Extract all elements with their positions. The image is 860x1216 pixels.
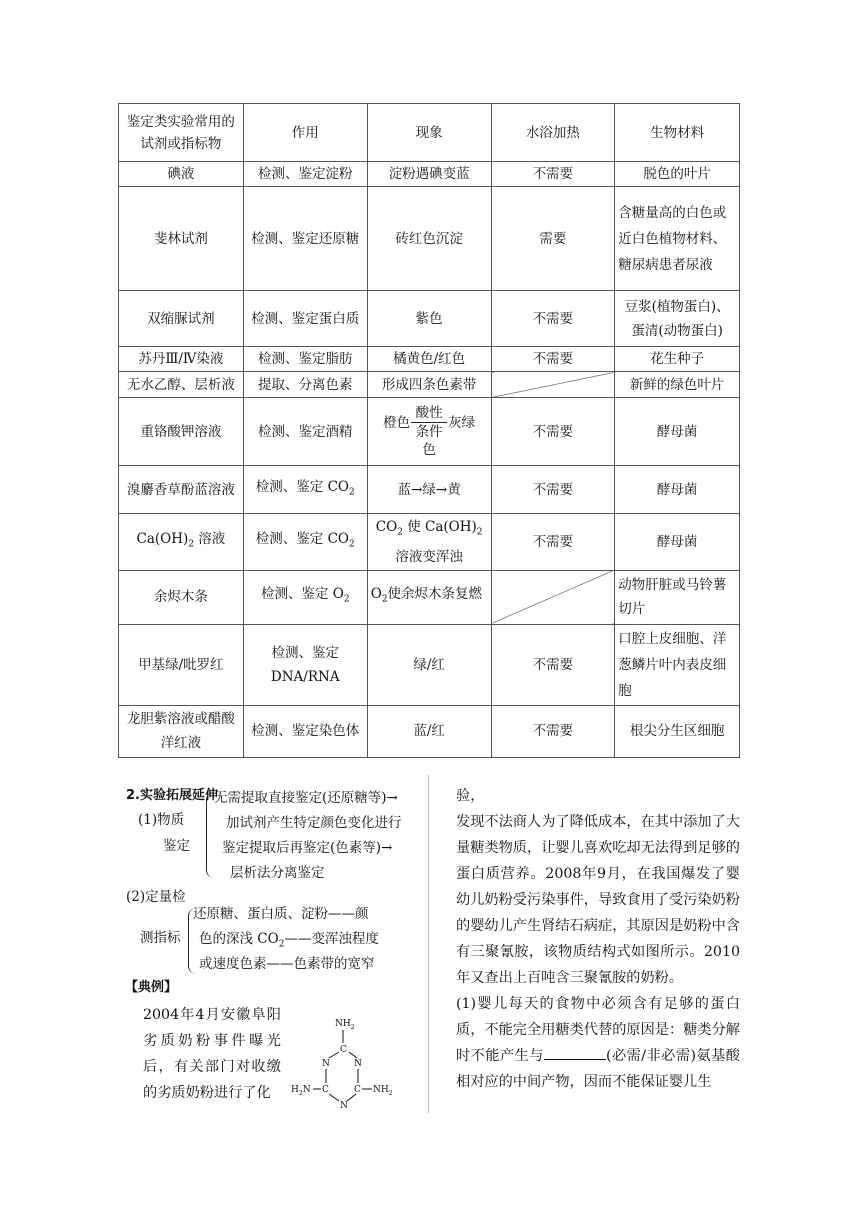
cell: 不需要 [491, 291, 615, 347]
cell: 橘黄色/红色 [367, 347, 491, 372]
cell: 蓝→绿→黄 [367, 466, 491, 514]
nh2-right: $NH_2$ [373, 1085, 393, 1097]
table-row [119, 398, 740, 466]
header-phenomenon: 现象 [367, 104, 491, 162]
subscript: 2 [278, 939, 285, 950]
extension-title: 2.实验拓展延伸 [126, 788, 218, 803]
paragraph: 验， [456, 788, 485, 804]
cell: 检测、鉴定脂肪 [243, 347, 367, 372]
item1-label-b: 鉴定 [163, 838, 190, 854]
cell: 检测、鉴定DNA/RNA [243, 624, 367, 705]
cell: 绿/红 [367, 624, 491, 705]
cell: 脱色的叶片 [615, 162, 740, 187]
atom-c-left: C [322, 1085, 329, 1095]
table-row [119, 291, 740, 347]
cell: 无水乙醇、层析液 [119, 372, 244, 398]
cell: 不需要 [491, 514, 615, 571]
cell [243, 466, 367, 514]
text: O [370, 586, 382, 603]
text: CO [327, 478, 349, 495]
color-before: 橙色 [383, 414, 411, 431]
subscript: 2 [349, 487, 355, 498]
table-row [119, 347, 740, 372]
cell: 根尖分生区细胞 [615, 705, 740, 757]
header-water-bath: 水浴加热 [491, 104, 615, 162]
cell: 斐林试剂 [119, 187, 244, 291]
text: (1)婴儿每天的食物中必须含有足够的蛋白质，不能完全用糖类代替的原因是：糖类分解时不能产生与 [456, 996, 740, 1064]
cell: 不需要 [491, 466, 615, 514]
text: (必需/非必需)氨基酸相对应的中间产物，因而不能保证婴儿生 [456, 1048, 740, 1090]
table-row [119, 570, 740, 624]
cell: 双缩脲试剂 [119, 291, 244, 347]
cell: 龙胆紫溶液或醋酸洋红液 [119, 705, 244, 757]
item1-label-a: (1)物质 [138, 812, 185, 828]
h2n-left: $H_2N$ [291, 1085, 311, 1097]
right-column [456, 783, 740, 1095]
atom-n-left: N [322, 1059, 330, 1069]
text: 使余烬木条复燃 [387, 586, 483, 603]
header-reagent: 鉴定类实验常用的试剂或指标物 [119, 104, 244, 162]
header-function: 作用 [243, 104, 367, 162]
text: CO [327, 531, 349, 547]
cell: 不需要 [491, 398, 615, 466]
text: CO [375, 519, 398, 535]
cell: 砖红色沉淀 [367, 187, 491, 291]
cell: 酵母菌 [615, 466, 740, 514]
subscript: 2 [476, 527, 483, 538]
table-row [119, 372, 740, 398]
cell [119, 514, 244, 571]
cell: 检测、鉴定淀粉 [243, 162, 367, 187]
text: Ca(OH) [136, 531, 189, 547]
cell: 不需要 [491, 162, 615, 187]
text: O [332, 586, 344, 603]
item2-label-a: (2)定量检 [126, 889, 186, 905]
color-after: 灰绿 [448, 414, 476, 431]
text: 使 Ca(OH) [407, 519, 477, 535]
melamine-structure-diagram [287, 1010, 412, 1120]
cell: 动物肝脏或马铃薯切片 [615, 570, 740, 624]
text: 溶液变浑浊 [395, 548, 463, 565]
cell: 重铬酸钾溶液 [119, 398, 244, 466]
condition-bottom: 条件 [415, 424, 443, 440]
atom-c-top: C [340, 1045, 347, 1055]
cell: 提取、分离色素 [243, 372, 367, 398]
question-1 [456, 991, 740, 1095]
cell: 酵母菌 [615, 398, 740, 466]
table-row [119, 624, 740, 705]
atom-c-right: C [354, 1085, 361, 1095]
cell: 形成四条色素带 [367, 372, 491, 398]
table-row [119, 466, 740, 514]
subscript: 2 [188, 539, 194, 550]
cell: 苏丹Ⅲ/Ⅳ染液 [119, 347, 244, 372]
cell: 检测、鉴定还原糖 [243, 187, 367, 291]
cell: 甲基绿/吡罗红 [119, 624, 244, 705]
table-row [119, 705, 740, 757]
intro-text: 2004年4月安徽阜阳劣质奶粉事件曝光后，有关部门对收缴的劣质奶粉进行了化 [143, 1007, 281, 1101]
column-divider [428, 775, 429, 1113]
cell [243, 514, 367, 571]
subscript: 2 [397, 527, 403, 538]
subscript: 2 [349, 539, 355, 550]
header-material: 生物材料 [615, 104, 740, 162]
cell: 需要 [491, 187, 615, 291]
cell: 余烬木条 [119, 570, 244, 624]
cell: 碘液 [119, 162, 244, 187]
arrow-line [411, 422, 447, 423]
item2-line: 还原糖、蛋白质、淀粉——颜 [193, 906, 369, 922]
table-row [119, 187, 740, 291]
text: ——变浑浊程度 [284, 931, 379, 947]
cell: 溴麝香草酚蓝溶液 [119, 466, 244, 514]
item2-label-b: 测指标 [140, 930, 181, 946]
cell [367, 570, 491, 624]
text: 色的深浅 CO [199, 931, 279, 947]
example-intro [143, 1002, 281, 1106]
item1-line: 层析法分离鉴定 [230, 865, 325, 881]
subscript: 2 [343, 595, 350, 606]
paragraph: 发现不法商人为了降低成本，在其中添加了大量糖类物质，让婴儿喜欢吃却无法得到足够的蛋白质营养。2008年9月，在我国爆发了婴幼儿奶粉受污染事件，导致食用了受污染奶粉的婴幼儿产生肾结石病症，其原因是奶粉中含有三聚氰胺，该物质结构式如图所示。2010年又查出上百吨含三聚氰胺的奶粉。 [456, 814, 740, 986]
dichromate-phenomenon [367, 398, 491, 466]
diagonal-empty-cell [491, 570, 615, 624]
cell: 豆浆(植物蛋白)、蛋清(动物蛋白) [615, 291, 740, 347]
table-row [119, 514, 740, 571]
item2-line: 或速度色素——色素带的宽窄 [199, 956, 375, 972]
cell: 花生种子 [615, 347, 740, 372]
item1-line: 加试剂产生特定颜色变化进行 [226, 815, 402, 831]
cell [243, 570, 367, 624]
item1-line: 鉴定提取后再鉴定(色素等)→ [222, 840, 393, 856]
cell: 检测、鉴定酒精 [243, 398, 367, 466]
color-after-tail: 色 [422, 442, 436, 458]
text: 检测、鉴定 [260, 586, 329, 603]
table-row [119, 162, 740, 187]
cell: 检测、鉴定蛋白质 [243, 291, 367, 347]
cell: 新鲜的绿色叶片 [615, 372, 740, 398]
example-title: 【典例】 [125, 980, 178, 995]
reagent-table [118, 103, 740, 758]
item2-line [199, 929, 379, 955]
cell: 口腔上皮细胞、洋葱鳞片叶内表皮细胞 [615, 624, 740, 705]
nh2-top: $NH_2$ [335, 1019, 355, 1031]
cell: 酵母菌 [615, 514, 740, 571]
text: 检测、鉴定 [255, 478, 324, 495]
item1-line: 无需提取直接鉴定(还原糖等)→ [214, 790, 398, 806]
table-header-row [119, 104, 740, 162]
condition-top: 酸性 [415, 405, 443, 421]
cell [367, 514, 491, 571]
atom-n-right: N [354, 1059, 362, 1069]
cell: 检测、鉴定染色体 [243, 705, 367, 757]
text: 溶液 [198, 531, 226, 547]
subscript: 2 [381, 595, 388, 606]
cell: 蓝/红 [367, 705, 491, 757]
cell: 不需要 [491, 347, 615, 372]
text: 检测、鉴定 [255, 531, 324, 547]
cell: 含糖量高的白色或近白色植物材料、糖尿病患者尿液 [615, 187, 740, 291]
cell: 紫色 [367, 291, 491, 347]
cell: 不需要 [491, 705, 615, 757]
cell: 不需要 [491, 624, 615, 705]
answer-blank[interactable] [544, 1045, 606, 1060]
atom-n-bottom: N [340, 1101, 348, 1111]
diagonal-empty-cell [491, 372, 615, 398]
cell: 淀粉遇碘变蓝 [367, 162, 491, 187]
